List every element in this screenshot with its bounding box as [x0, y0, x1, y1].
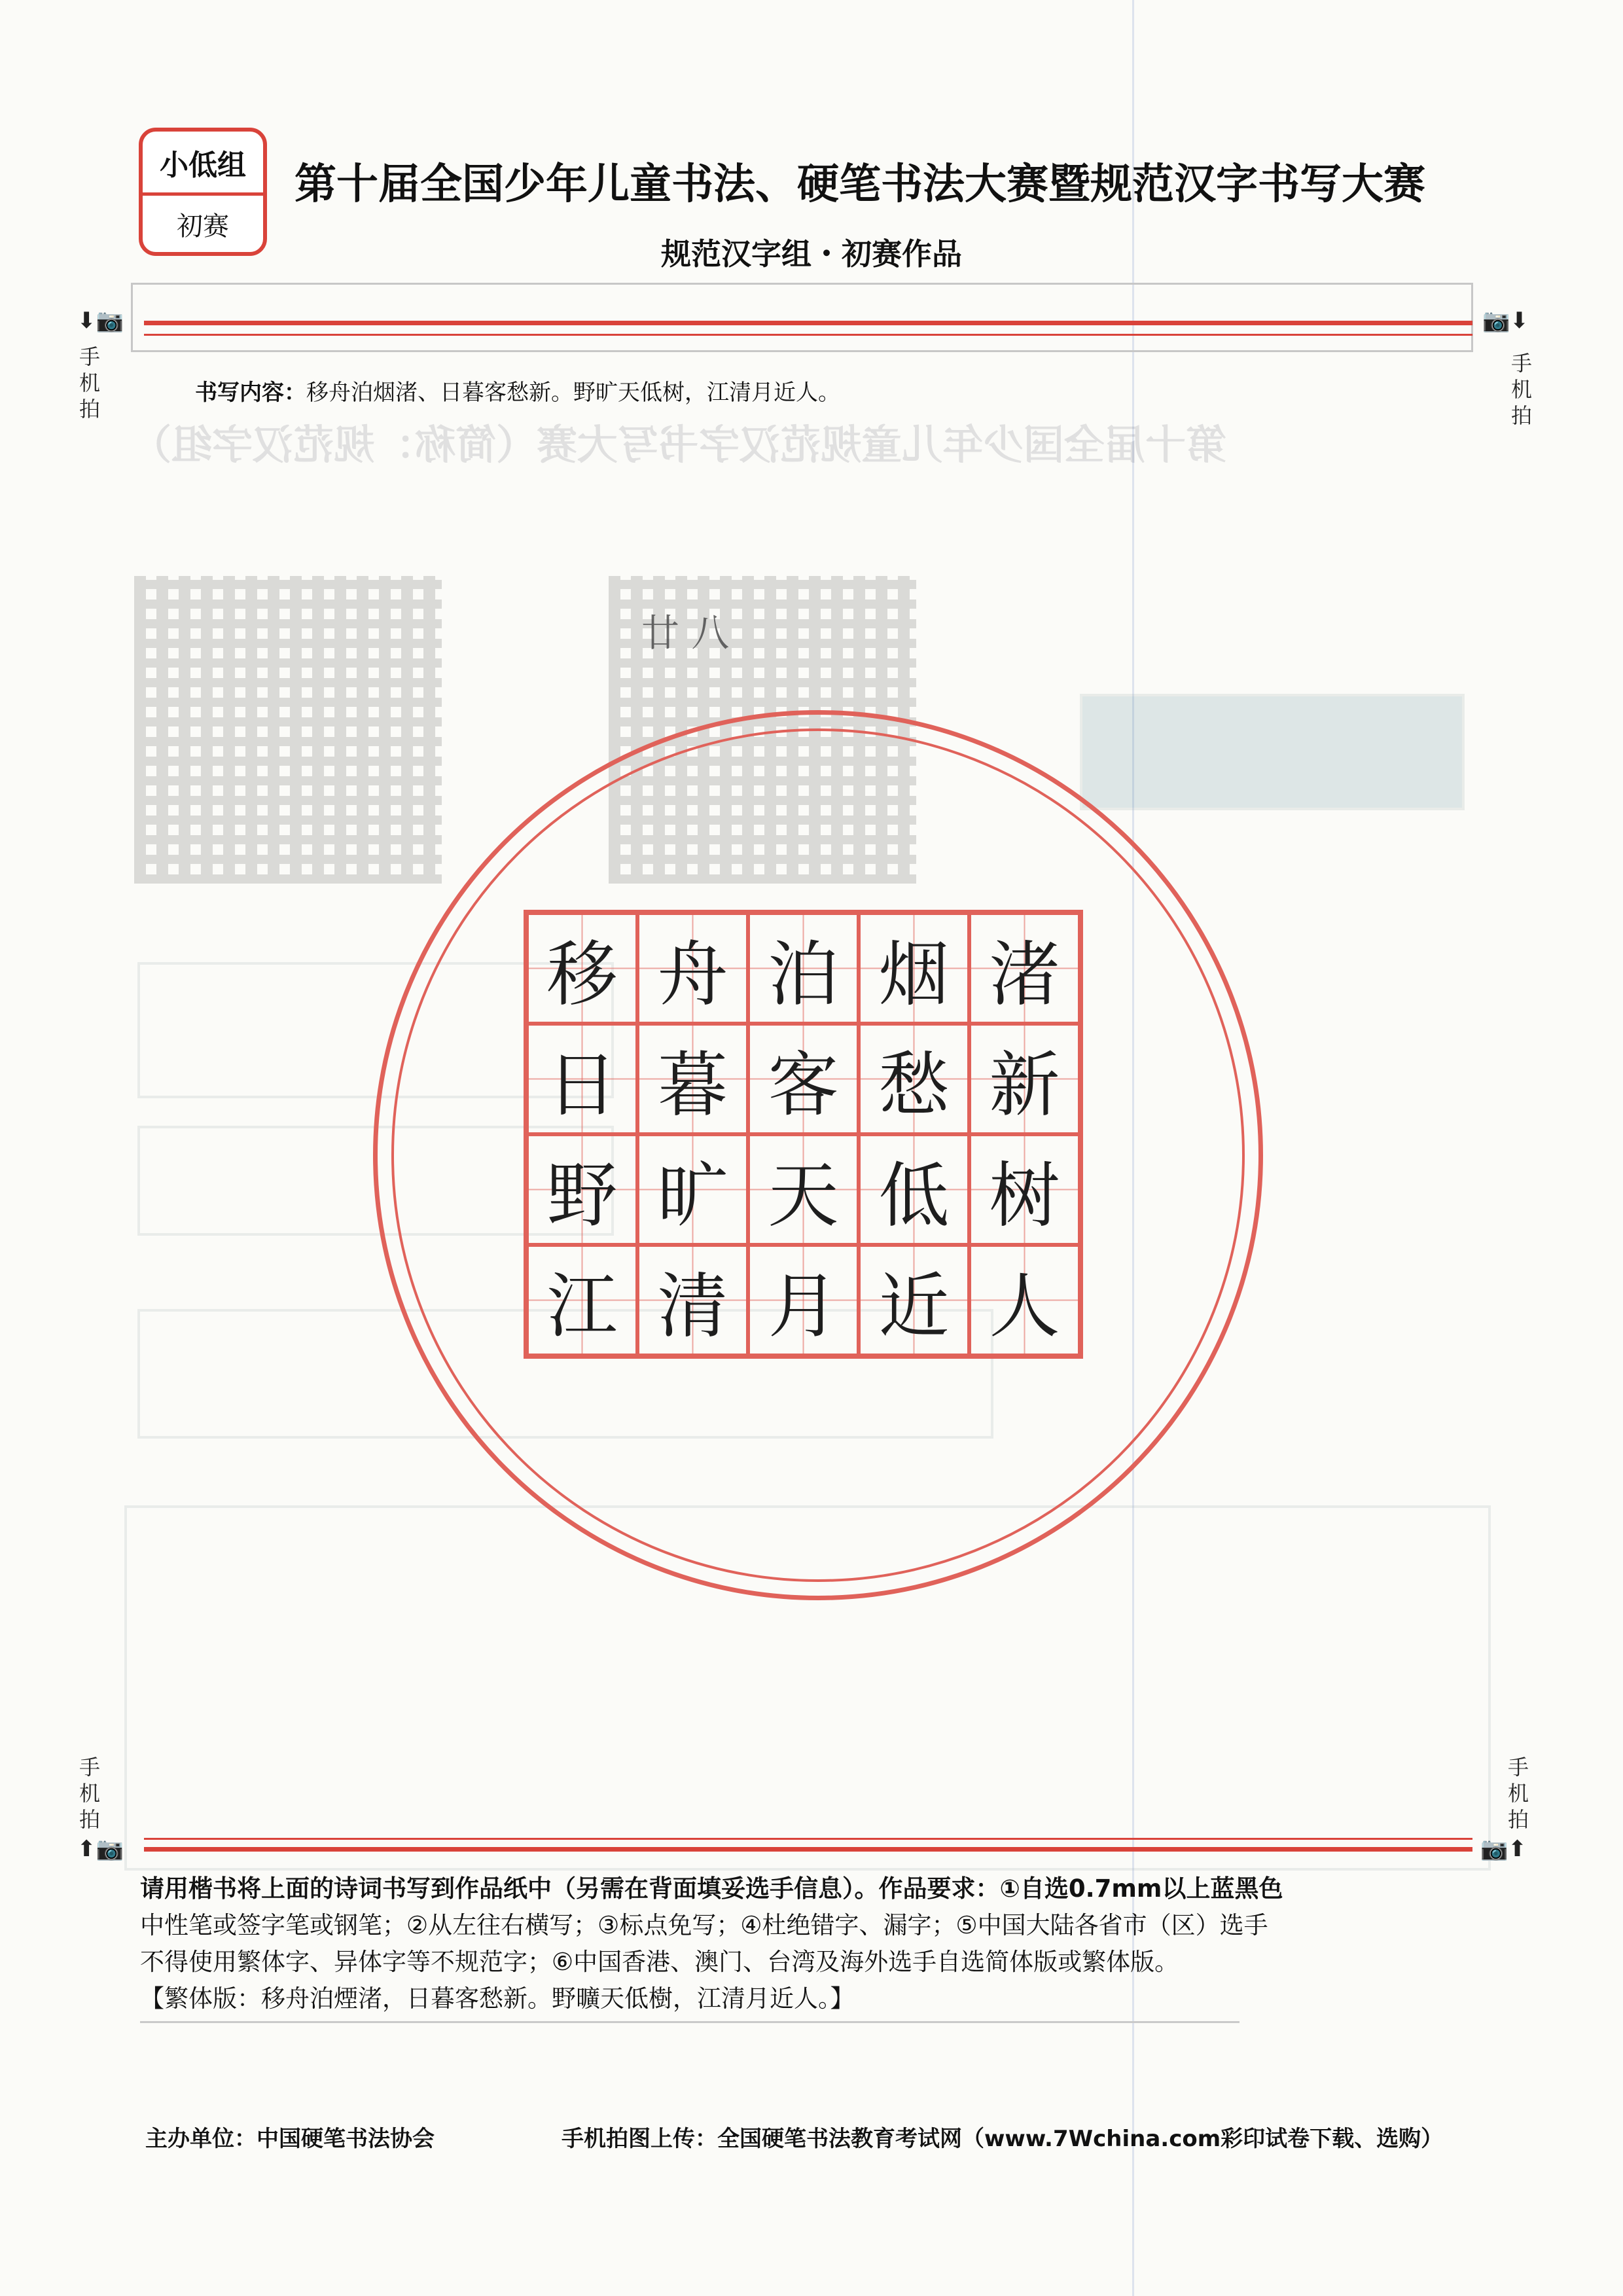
requirements-underline: [140, 2021, 1240, 2023]
phone-label-bottom-right: 手机拍: [1507, 1755, 1529, 1832]
grid-cell: 树: [969, 1134, 1080, 1245]
grid-cell: 近: [859, 1245, 969, 1355]
character-grid: [524, 910, 1083, 1359]
camera-icon-bottom-left: ⬆📷: [77, 1836, 124, 1862]
grid-cell: 月: [748, 1245, 859, 1355]
camera-icon-top-left: ⬇📷: [77, 308, 124, 334]
writing-content: [195, 374, 840, 406]
writing-content-text: 移舟泊烟渚、日暮客愁新。野旷天低树，江清月近人。: [306, 380, 840, 406]
grid-cell: 清: [637, 1245, 748, 1355]
badge-stage: 初赛: [177, 211, 229, 242]
grid-cell: 暮: [637, 1024, 748, 1134]
requirements-line-1: 请用楷书将上面的诗词书写到作品纸中（另需在背面填妥选手信息）。作品要求：①自选0.7mm以上蓝黑色: [140, 1874, 1283, 1903]
top-rule-thick: [144, 321, 1472, 325]
grid-cell: 渚: [969, 913, 1080, 1024]
requirements-line-3: 不得使用繁体字、异体字等不规范字；⑥中国香港、澳门、台湾及海外选手自选简体版或繁体版。: [140, 1948, 1179, 1976]
page-subtitle: 规范汉字组・初赛作品: [661, 236, 962, 272]
footer-upload: 手机拍图上传：全国硬笔书法教育考试网（www.7Wchina.com彩印试卷下载、选购）: [562, 2126, 1444, 2152]
grid-cell: 人: [969, 1245, 1080, 1355]
grid-cell: 江: [527, 1245, 637, 1355]
phone-label-bottom-left: 手机拍: [79, 1755, 100, 1832]
requirements-line-2: 中性笔或签字笔或钢笔；②从左往右横写；③标点免写；④杜绝错字、漏字；⑤中国大陆各省市（区）选手: [140, 1911, 1268, 1939]
phone-label-top-right: 手机拍: [1510, 351, 1532, 428]
grid-cell: 野: [527, 1134, 637, 1245]
grid-cell: 天: [748, 1134, 859, 1245]
page-title: 第十届全国少年儿童书法、硬笔书法大赛暨规范汉字书写大赛: [294, 160, 1425, 209]
handwritten-note: 廿 八: [641, 611, 730, 655]
footer-organizer: 主办单位：中国硬笔书法协会: [145, 2126, 435, 2152]
top-rule-thin: [144, 334, 1472, 336]
grid-cell: 泊: [748, 913, 859, 1024]
camera-icon-top-right: 📷⬇: [1482, 308, 1529, 334]
grid-cell: 烟: [859, 913, 969, 1024]
traditional-version: 【繁体版：移舟泊煙渚，日暮客愁新。野曠天低樹，江清月近人。】: [140, 1984, 855, 2013]
requirements-block: [140, 1871, 1475, 2017]
writing-content-label: 书写内容：: [195, 380, 306, 406]
grid-cell: 低: [859, 1134, 969, 1245]
top-frame: [131, 283, 1473, 352]
bottom-rule-thin: [144, 1838, 1472, 1840]
grid-cell: 旷: [637, 1134, 748, 1245]
phone-label-top-left: 手机拍: [79, 344, 100, 422]
camera-icon-bottom-right: 📷⬆: [1480, 1836, 1527, 1862]
grid-cell: 移: [527, 913, 637, 1024]
badge-group: 小低组: [143, 132, 263, 196]
grid-cell: 愁: [859, 1024, 969, 1134]
grid-cell: 客: [748, 1024, 859, 1134]
grid-cell: 日: [527, 1024, 637, 1134]
bottom-rule-thick: [144, 1847, 1472, 1852]
grid-cell: 新: [969, 1024, 1080, 1134]
grid-cell: 舟: [637, 913, 748, 1024]
